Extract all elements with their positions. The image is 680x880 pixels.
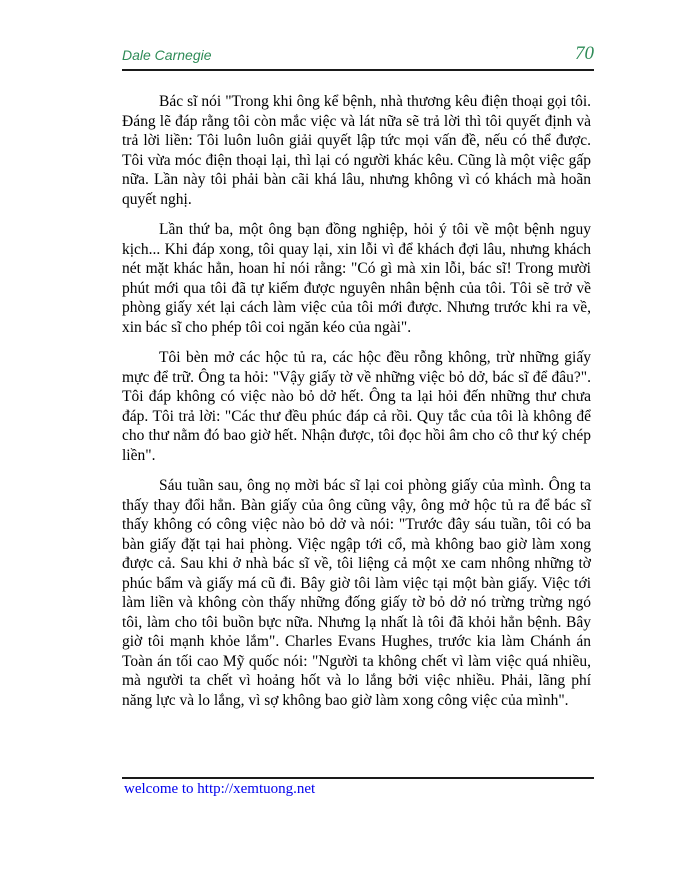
page-header xyxy=(122,43,594,71)
page-number: 70 xyxy=(575,43,594,64)
footer-divider xyxy=(122,777,594,779)
paragraph: Sáu tuần sau, ông nọ mời bác sĩ lại coi phòng giấy của mình. Ông ta thấy thay đổi hẳn. Bàn giấy của ông cũng vậy, ông mở hộc tủ ra để bác sĩ thấy không có công việc nào bỏ dở và nói: "Trước đây sáu tuần, tôi có ba bàn giấy đặt tại hai phòng. Việc ngập tới cổ, mà không bao giờ làm xong được cả. Sau khi ở nhà bác sĩ về, tôi liệng cả một xe cam nhông những tờ phúc bẩm và giấy má cũ đi. Bây giờ tôi làm việc tại một bàn giấy. Việc tới làm liền và không còn thấy những đống giấy tờ bỏ dở nó trừng trừng ngó tôi, làm cho tôi buồn bực nữa. Nhưng lạ nhất là tôi đã khỏi hẳn bệnh. Bây giờ tôi mạnh khỏe lắm". Charles Evans Hughes, trước kia làm Chánh án Toàn án tối cao Mỹ quốc nói: "Người ta không chết vì làm việc quá nhiều, mà người ta chết vì hoảng hốt và lo lắng bởi việc nhiều. Phải, lãng phí năng lực và lo lắng, vì sợ không bao giờ làm xong công việc của mình". xyxy=(122,477,591,709)
author-name: Dale Carnegie xyxy=(122,47,212,63)
paragraph: Bác sĩ nói "Trong khi ông kể bệnh, nhà thương kêu điện thoại gọi tôi. Đáng lẽ đáp rằng tôi còn mắc việc và lát nữa sẽ trả lời thì tôi quyết định và trả lời liền: Tôi luôn luôn giải quyết lập tức mọi vấn đề, nếu có thể được. Tôi vừa móc điện thoại lại, thì lại có người khác kêu. Cũng là một việc gấp nữa. Lần này tôi phải bàn cãi khá lâu, nhưng không vì có khách mà hoãn quyết nghị. xyxy=(122,93,591,208)
footer-website-link[interactable]: welcome to http://xemtuong.net xyxy=(124,781,316,797)
page-body xyxy=(122,92,591,721)
paragraph: Tôi bèn mở các hộc tủ ra, các hộc đều rỗng không, trừ những giấy mực để trữ. Ông ta hỏi: "Vậy giấy tờ về những việc bỏ dở, bác sĩ để đâu?". Tôi đáp không có việc nào bỏ dở hết. Ông ta lại hỏi đến những thư chưa đáp. Tôi trả lời: "Các thư đều phúc đáp cả rồi. Quy tắc của tôi là không để cho thư nằm đó bao giờ hết. Nhận được, tôi đọc hồi âm cho cô thư ký chép liền". xyxy=(122,349,591,464)
paragraph: Lần thứ ba, một ông bạn đồng nghiệp, hỏi ý tôi về một bệnh nguy kịch... Khi đáp xong, tôi quay lại, xin lỗi vì để khách đợi lâu, nhưng khách nét mặt khác hẳn, hoan hỉ nói rằng: "Có gì mà xin lỗi, bác sĩ! Trong mười phút mới qua tôi đã tự kiếm được nguyên nhân bệnh của tôi. Tôi sẽ trở về phòng giấy xét lại cách làm việc của tôi mới được. Nhưng trước khi ra về, xin bác sĩ cho phép tôi coi ngăn kéo của ngài". xyxy=(122,221,591,336)
